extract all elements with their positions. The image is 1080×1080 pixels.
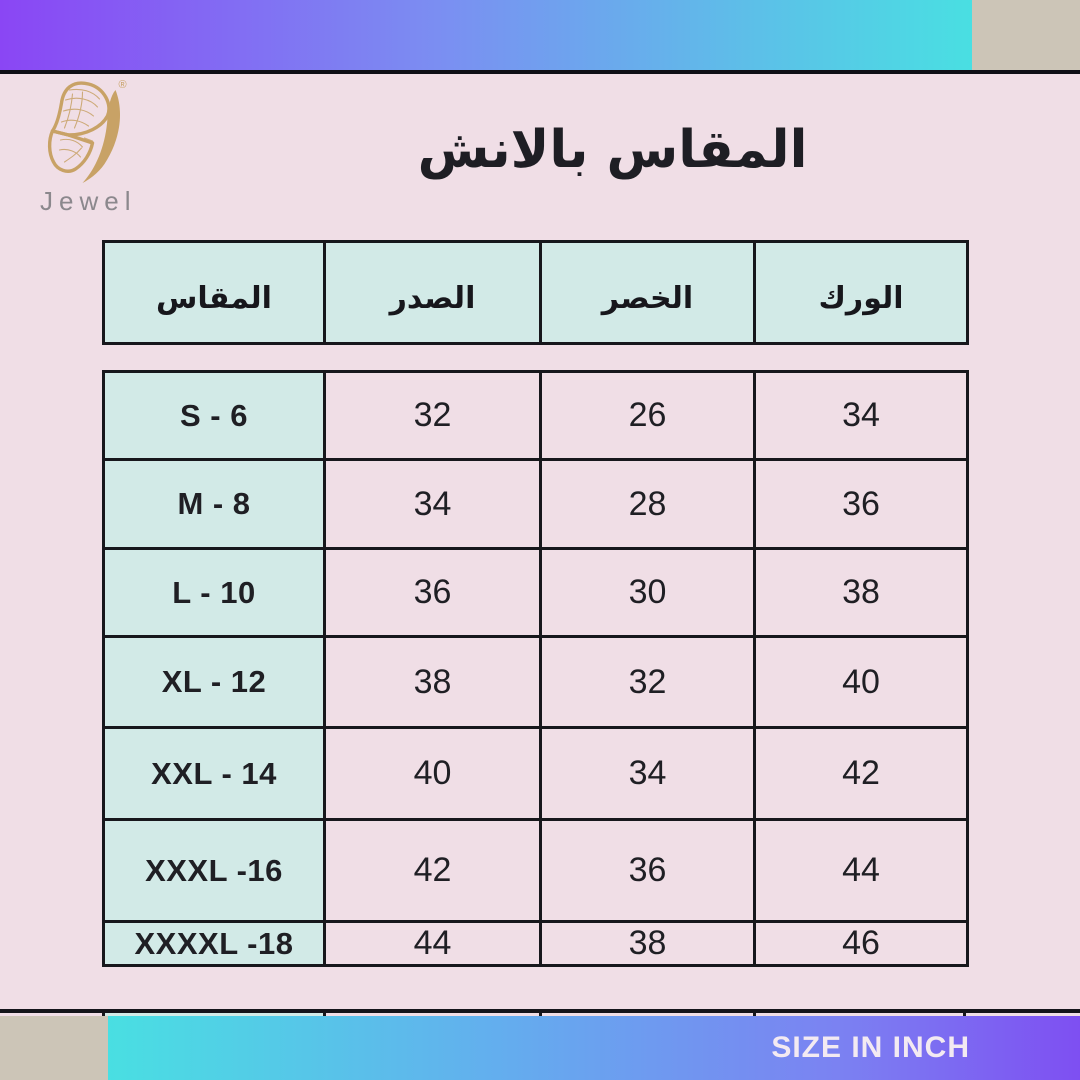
size-cell: XXXL -16: [104, 820, 325, 922]
hip-cell: 44: [755, 820, 968, 922]
top-gradient-bar: [0, 0, 1080, 70]
hip-cell: 36: [755, 460, 968, 549]
size-cell: L - 10: [104, 549, 325, 637]
top-divider-line: [0, 70, 1080, 74]
table-row: [104, 820, 968, 922]
bottom-beige-block: [0, 1016, 108, 1080]
bottom-gradient-bar: [0, 1016, 1080, 1080]
footer-label: SIZE IN INCH: [771, 1031, 970, 1064]
size-cell: XXXXL -18: [104, 922, 325, 966]
table-row: [104, 728, 968, 820]
table-row: [104, 549, 968, 637]
chest-cell: 40: [325, 728, 541, 820]
hip-cell: 40: [755, 637, 968, 728]
registered-mark: ®: [118, 79, 127, 91]
header-row: [104, 242, 968, 344]
size-cell: M - 8: [104, 460, 325, 549]
hip-cell: 38: [755, 549, 968, 637]
chest-cell: 32: [325, 372, 541, 460]
hip-cell: 42: [755, 728, 968, 820]
size-cell: S - 6: [104, 372, 325, 460]
header-chest: الصدر: [325, 242, 541, 344]
table-row: [104, 372, 968, 460]
waist-cell: 34: [541, 728, 755, 820]
brand-name: Jewel: [40, 186, 137, 216]
top-beige-block: [972, 0, 1080, 70]
header-waist: الخصر: [541, 242, 755, 344]
header-size: المقاس: [104, 242, 325, 344]
waist-cell: 28: [541, 460, 755, 549]
waist-cell: 38: [541, 922, 755, 966]
size-cell: XXL - 14: [104, 728, 325, 820]
chest-cell: 34: [325, 460, 541, 549]
waist-cell: 30: [541, 549, 755, 637]
bottom-divider-line: [0, 1009, 1080, 1013]
size-table-header: [102, 240, 969, 345]
hip-cell: 34: [755, 372, 968, 460]
header-hip: الورك: [755, 242, 968, 344]
top-gradient: [0, 0, 972, 70]
page-title: المقاس بالانش: [417, 120, 808, 180]
table-row: [104, 460, 968, 549]
chest-cell: 36: [325, 549, 541, 637]
chest-cell: 42: [325, 820, 541, 922]
table-row: [104, 637, 968, 728]
waist-cell: 26: [541, 372, 755, 460]
hip-cell: 46: [755, 922, 968, 966]
size-cell: XL - 12: [104, 637, 325, 728]
waist-cell: 36: [541, 820, 755, 922]
chest-cell: 38: [325, 637, 541, 728]
waist-cell: 32: [541, 637, 755, 728]
table-row: [104, 922, 968, 966]
chest-cell: 44: [325, 922, 541, 966]
size-table-body: [102, 370, 969, 967]
